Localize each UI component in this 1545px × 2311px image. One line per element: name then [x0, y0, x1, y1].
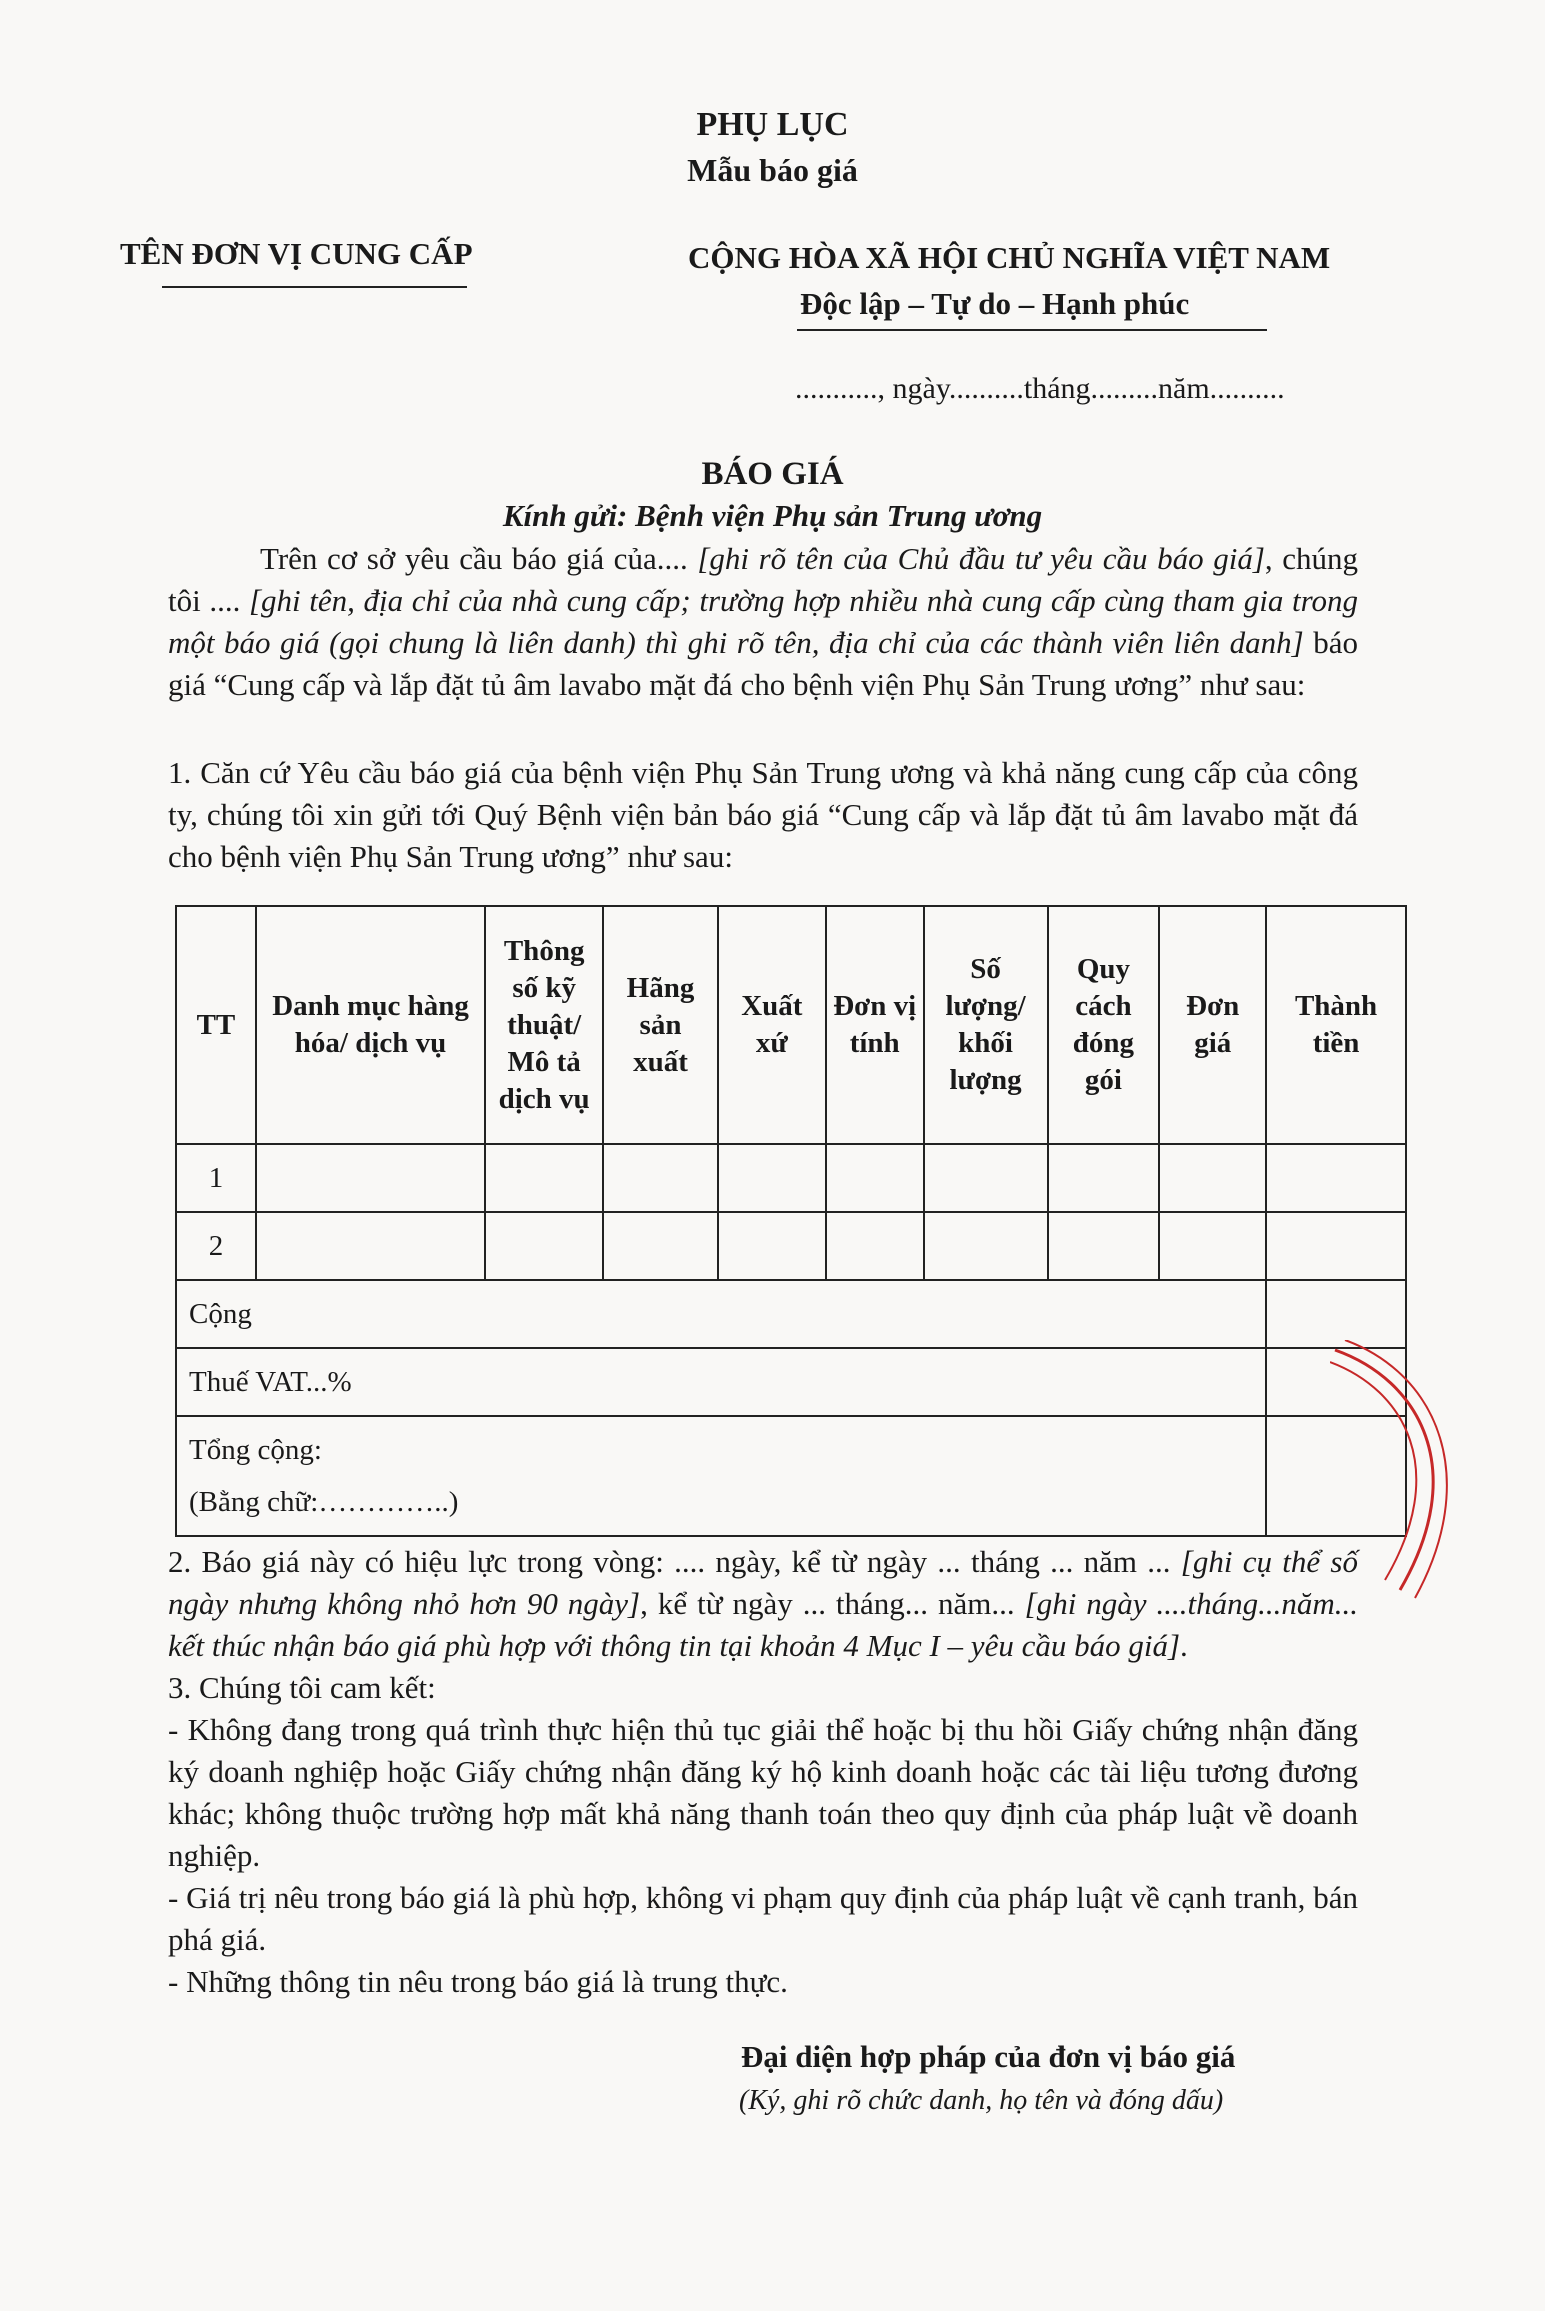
header-item: Danh mục hàng hóa/ dịch vụ [256, 906, 485, 1144]
subtotal-row [176, 1280, 1406, 1348]
motto-underline [797, 329, 1267, 331]
table-row [176, 1144, 1406, 1212]
total-cell [176, 1416, 1266, 1536]
total-label: Tổng cộng: [189, 1434, 322, 1466]
total-in-words: (Bằng chữ:…………..) [189, 1486, 459, 1518]
intro-italic-2: [ghi tên, địa chỉ của nhà cung cấp; trường hợp nhiều nhà cung cấp cùng tham gia trong một báo giá (gọi chung là liên danh) thì ghi rõ tên, địa chỉ của các thành viên liên danh] [168, 583, 1358, 660]
nation-heading: CỘNG HÒA XÃ HỘI CHỦ NGHĨA VIỆT NAM [688, 240, 1331, 275]
terms-section [168, 1541, 1358, 2003]
table-cell [603, 1144, 718, 1212]
vat-label: Thuế VAT...% [176, 1348, 1266, 1416]
item-3-heading: 3. Chúng tôi cam kết: [168, 1670, 436, 1705]
row-number: 1 [176, 1144, 256, 1212]
table-cell [603, 1212, 718, 1280]
item-2-text-a: 2. Báo giá này có hiệu lực trong vòng: .... ngày, kể từ ngày ... tháng ... năm ... [168, 1544, 1181, 1579]
intro-text-3: báo giá “Cung cấp và lắp đặt tủ âm lavabo mặt đá cho bệnh viện Phụ Sản Trung ương” như sau: [168, 625, 1358, 702]
quote-table [175, 905, 1407, 1537]
header-origin: Xuất xứ [718, 906, 826, 1144]
table-cell [485, 1212, 603, 1280]
header-manufacturer: Hãng sản xuất [603, 906, 718, 1144]
national-motto: Độc lập – Tự do – Hạnh phúc [800, 286, 1190, 321]
item-2-text-b: , kể từ ngày ... tháng... năm... [640, 1586, 1025, 1621]
quote-recipient: Kính gửi: Bệnh viện Phụ sản Trung ương [502, 498, 1043, 533]
intro-paragraph [168, 538, 1358, 706]
table-cell [826, 1144, 924, 1212]
table-cell [256, 1212, 485, 1280]
table-header-row [176, 906, 1406, 1144]
item-1-paragraph: 1. Căn cứ Yêu cầu báo giá của bệnh viện Phụ Sản Trung ương và khả năng cung cấp của công ty, chúng tôi xin gửi tới Quý Bệnh viện bản báo giá “Cung cấp và lắp đặt tủ âm lavabo mặt đá cho bệnh viện Phụ Sản Trung ương” như sau: [168, 755, 1358, 874]
table-cell [924, 1144, 1048, 1212]
item-2-italic-b: [ghi ngày ....tháng...năm... kết thúc nhận báo giá phù hợp với thông tin tại khoản 4 Mục I – yêu cầu báo giá] [168, 1586, 1359, 1663]
table-cell [256, 1144, 485, 1212]
item-2-paragraph [168, 1541, 1358, 1667]
header-unit: Đơn vị tính [826, 906, 924, 1144]
header-unit-price: Đơn giá [1159, 906, 1266, 1144]
row-number: 2 [176, 1212, 256, 1280]
table-cell [718, 1144, 826, 1212]
item-2-text-c: . [1180, 1628, 1188, 1663]
appendix-title: PHỤ LỤC [696, 106, 849, 143]
table-cell [1159, 1144, 1266, 1212]
signature-title: Đại diện hợp pháp của đơn vị báo giá [741, 2039, 1236, 2074]
table-cell [1048, 1212, 1160, 1280]
appendix-subtitle: Mẫu báo giá [687, 152, 858, 188]
item-2-italic-a: [ghi cụ thể số ngày nhưng không nhỏ hơn 90 ngày] [168, 1544, 1358, 1621]
header-packaging: Quy cách đóng gói [1048, 906, 1160, 1144]
intro-italic-1: [ghi rõ tên của Chủ đầu tư yêu cầu báo giá] [697, 541, 1265, 576]
header-tt: TT [176, 906, 256, 1144]
table-cell [1266, 1212, 1406, 1280]
intro-text-1: Trên cơ sở yêu cầu báo giá của.... [260, 541, 698, 576]
red-stamp-fragment [1330, 1340, 1470, 1600]
intro-text-2: , chúng tôi .... [168, 541, 1359, 618]
table-cell [924, 1212, 1048, 1280]
table-cell [1159, 1212, 1266, 1280]
subtotal-amount [1266, 1280, 1406, 1348]
vat-row [176, 1348, 1406, 1416]
total-row [176, 1416, 1406, 1536]
signature-note: (Ký, ghi rõ chức danh, họ tên và đóng dấu) [739, 2085, 1224, 2116]
commitment-2: - Giá trị nêu trong báo giá là phù hợp, không vi phạm quy định của pháp luật về cạnh tranh, bán phá giá. [168, 1880, 1358, 1957]
supplier-name-label: TÊN ĐƠN VỊ CUNG CẤP [120, 236, 473, 271]
date-line: ..........., ngày..........tháng.........năm.......... [795, 372, 1285, 405]
commitment-1: - Không đang trong quá trình thực hiện thủ tục giải thể hoặc bị thu hồi Giấy chứng nhận đăng ký doanh nghiệp hoặc Giấy chứng nhận đăng ký hộ kinh doanh hoặc các tài liệu tương đương khác; không thuộc trường hợp mất khả năng thanh toán theo quy định của pháp luật về doanh nghiệp. [168, 1712, 1358, 1873]
table-cell [1048, 1144, 1160, 1212]
header-spec: Thông số kỹ thuật/ Mô tả dịch vụ [485, 906, 603, 1144]
quote-title: BÁO GIÁ [701, 456, 844, 492]
subtotal-label: Cộng [176, 1280, 1266, 1348]
header-amount: Thành tiền [1266, 906, 1406, 1144]
table-cell [826, 1212, 924, 1280]
table-row [176, 1212, 1406, 1280]
supplier-underline [162, 286, 467, 288]
header-quantity: Số lượng/ khối lượng [924, 906, 1048, 1144]
table-cell [1266, 1144, 1406, 1212]
table-cell [718, 1212, 826, 1280]
table-cell [485, 1144, 603, 1212]
commitment-3: - Những thông tin nêu trong báo giá là trung thực. [168, 1964, 788, 1999]
